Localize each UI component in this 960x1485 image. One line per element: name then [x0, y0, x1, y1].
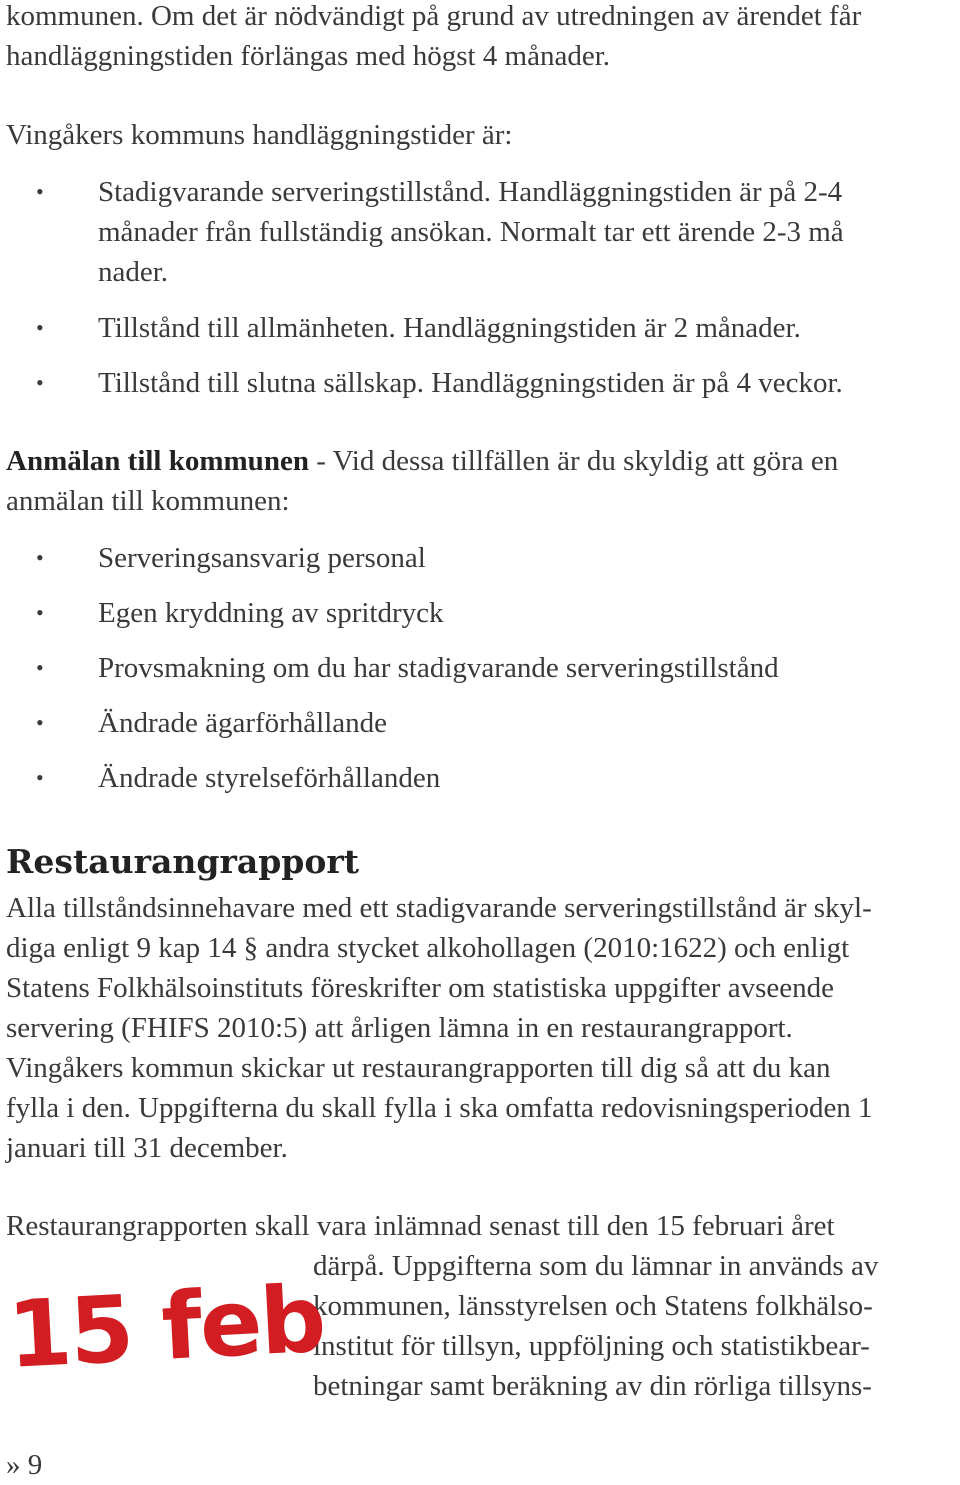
deadline-date-graphic: 15 feb — [5, 1265, 327, 1389]
deadline-line: betningar samt beräkning av din rörliga tillsyns- — [313, 1370, 872, 1402]
list-item-line: Tillstånd till allmänheten. Handläggningstiden är 2 månader. — [98, 312, 801, 344]
list-item: Provsmakning om du har stadigvarande serveringstillstånd — [98, 652, 779, 684]
bullet: • — [36, 765, 44, 790]
notice-label: Anmälan till kommunen — [6, 445, 309, 477]
paragraph-line: Vingåkers kommun skickar ut restaurangrapporten till dig så att du kan — [6, 1052, 831, 1084]
times-heading: Vingåkers kommuns handläggningstider är: — [6, 119, 513, 151]
deadline-line: institut för tillsyn, uppföljning och statistikbear- — [313, 1330, 870, 1362]
list-item-line: månader från fullständig ansökan. Normalt tar ett ärende 2-3 må — [98, 216, 844, 248]
list-item-line: nader. — [98, 256, 169, 288]
deadline-line: kommunen, länsstyrelsen och Statens folkhälso- — [313, 1290, 873, 1322]
intro-line: handläggningstiden förlängas med högst 4 månader. — [6, 40, 611, 72]
bullet: • — [36, 179, 44, 204]
paragraph-line: Statens Folkhälsoinstituts föreskrifter om statistiska uppgifter avseende — [6, 972, 834, 1004]
page-number-value: 9 — [27, 1449, 43, 1481]
paragraph-line: fylla i den. Uppgifterna du skall fylla i ska omfatta redovisningsperioden 1 — [6, 1092, 873, 1124]
notice-line: anmälan till kommunen: — [6, 485, 290, 517]
intro-line: kommunen. Om det är nödvändigt på grund av utredningen av ärendet får — [6, 0, 862, 32]
notice-line — [6, 441, 838, 481]
bullet: • — [36, 600, 44, 625]
bullet: • — [36, 655, 44, 680]
list-item: Egen kryddning av spritdryck — [98, 597, 444, 629]
bullet: • — [36, 710, 44, 735]
list-item: Ändrade styrelseförhållanden — [98, 762, 441, 794]
bullet: • — [36, 315, 44, 340]
page-number — [6, 1445, 42, 1485]
notice-text: - Vid dessa tillfällen är du skyldig att göra en — [308, 445, 839, 477]
paragraph-line: januari till 31 december. — [6, 1132, 288, 1164]
bullet: • — [36, 370, 44, 395]
paragraph-line: diga enligt 9 kap 14 § andra stycket alkohollagen (2010:1622) och enligt — [6, 932, 850, 964]
deadline-line: Restaurangrapporten skall vara inlämnad senast till den 15 februari året — [6, 1210, 835, 1242]
list-item: Ändrade ägarförhållande — [98, 707, 388, 739]
paragraph-line: servering (FHIFS 2010:5) att årligen lämna in en restaurangrapport. — [6, 1012, 793, 1044]
list-item-line: Stadigvarande serveringstillstånd. Handläggningstiden är på 2-4 — [98, 176, 843, 208]
section-heading: Restaurangrapport — [6, 842, 360, 881]
paragraph-line: Alla tillståndsinnehavare med ett stadigvarande serveringstillstånd är skyl- — [6, 892, 872, 924]
list-item-line: Tillstånd till slutna sällskap. Handläggningstiden är på 4 veckor. — [98, 367, 843, 399]
deadline-line: därpå. Uppgifterna som du lämnar in används av — [313, 1250, 879, 1282]
bullet: • — [36, 545, 44, 570]
page-marker-glyph: » — [6, 1449, 21, 1481]
list-item: Serveringsansvarig personal — [98, 542, 426, 574]
